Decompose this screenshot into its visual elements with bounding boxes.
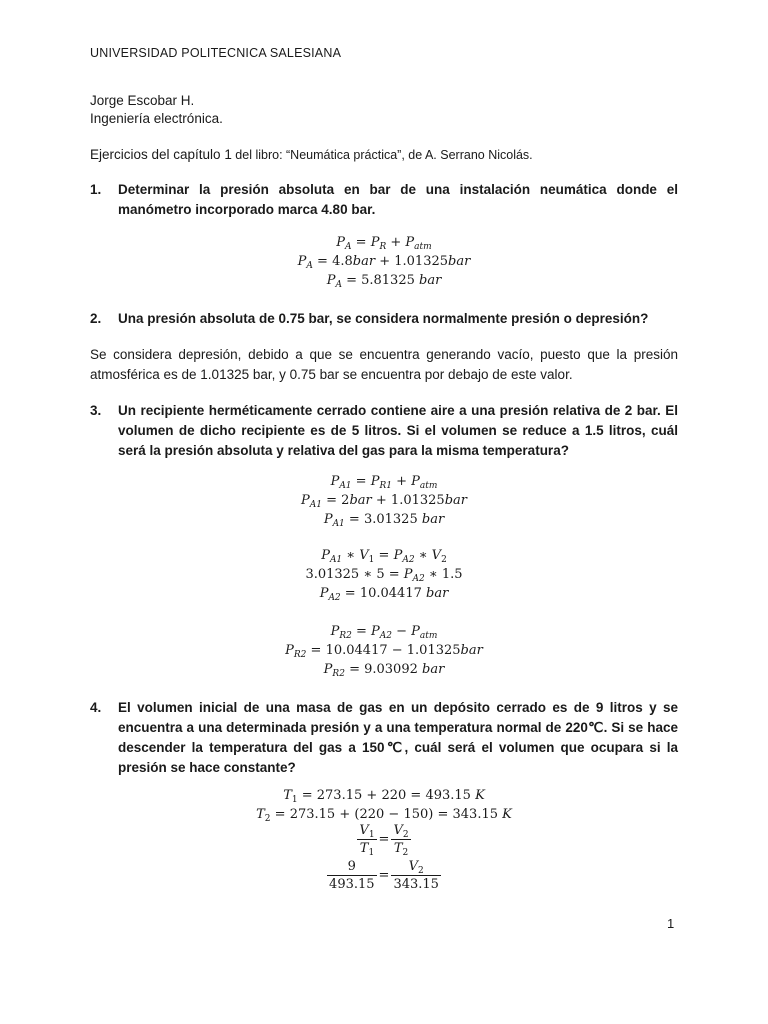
question-2: [90, 309, 678, 329]
answer-2: Se considera depresión, debido a que se encuentra generando vacío, puesto que la presión atmosférica es de 1.01325 bar, y 0.75 bar se encuentra por debajo de este valor.: [90, 347, 678, 382]
fraction: $\frac{V_2}{T_2}$: [393, 823, 409, 858]
question-number: 4.: [90, 700, 102, 715]
question-4: [90, 698, 678, 778]
fraction-equation: $\frac{V_1}{T_1}$ = $\frac{V_2}{T_2}$: [359, 823, 409, 858]
intro-line: [90, 146, 533, 164]
author-name: Jorge Escobar H.: [90, 93, 195, 108]
question-text: Un recipiente herméticamente cerrado contiene aire a una presión relativa de 2 bar. El volumen de dicho recipiente es de 5 litros. Si el volumen se reduce a 1.5 litros, cuál será la presión absoluta y relativa del gas para la misma temperatura?: [118, 403, 678, 458]
intro-rest: del libro: “Neumática práctica”, de A. Serrano Nicolás.: [231, 148, 533, 162]
intro-lead: Ejercicios del capítulo 1: [90, 147, 232, 162]
equation: $P_{A1} = 2bar + 1.01325bar$: [301, 493, 467, 510]
equation: $P_{R2} = P_{A2} - P_{atm}$: [330, 624, 438, 641]
fraction: $\frac{V_2}{343.15}$: [393, 859, 439, 892]
equation: $P_{R2} = 10.04417 - 1.01325bar$: [285, 643, 483, 660]
equation: $T_2 = 273.15 + (220 - 150) = 343.15$ K: [256, 807, 512, 824]
question-number: 2.: [90, 311, 102, 326]
equation: $P_{A1}$ ∗ $V_1 = P_{A2}$ ∗ $V_2$: [321, 548, 447, 565]
equation: $P_{A1} = 3.01325$ bar: [323, 512, 445, 529]
fraction: $\frac{9}{493.15}$: [329, 859, 375, 892]
question-1: [90, 180, 678, 220]
fraction: $\frac{V_1}{T_1}$: [359, 823, 375, 858]
equation: $P_{A2} = 10.04417$ bar: [319, 586, 449, 603]
equation: $P_{A1} = P_{R1} + P_{atm}$: [330, 474, 438, 491]
question-text: El volumen inicial de una masa de gas en un depósito cerrado es de 9 litros y se encuentra a una determinada presión y a una temperatura normal de 220℃. Si se hace descender la temperatura del gas a 150℃, cuál será el volumen que ocupara si la presión se hace constante?: [118, 700, 678, 775]
fraction-equation: $\frac{9}{493.15}$ = $\frac{V_2}{343.15}$: [329, 859, 439, 892]
question-number: 3.: [90, 403, 102, 418]
page-number: 1: [667, 916, 675, 931]
question-number: 1.: [90, 182, 102, 197]
equation: $P_A = P_R + P_{atm}$: [336, 235, 432, 252]
equation: $P_{R2} = 9.03092$ bar: [323, 662, 445, 679]
author-career: Ingeniería electrónica.: [90, 111, 223, 126]
equation: $T_1 = 273.15 + 220 = 493.15$ K: [283, 788, 485, 805]
equation: $P_A = 5.81325$ bar: [326, 273, 442, 290]
question-text: Una presión absoluta de 0.75 bar, se considera normalmente presión o depresión?: [118, 311, 649, 326]
question-text: Determinar la presión absoluta en bar de una instalación neumática donde el manómetro incorporado marca 4.80 bar.: [118, 182, 678, 217]
equation: $P_A = 4.8bar + 1.01325bar$: [297, 254, 471, 271]
institution-header: UNIVERSIDAD POLITECNICA SALESIANA: [90, 46, 342, 60]
equation: 3.01325 ∗ $5 = P_{A2}$ ∗ 1.5: [305, 567, 463, 584]
question-3: [90, 401, 678, 461]
